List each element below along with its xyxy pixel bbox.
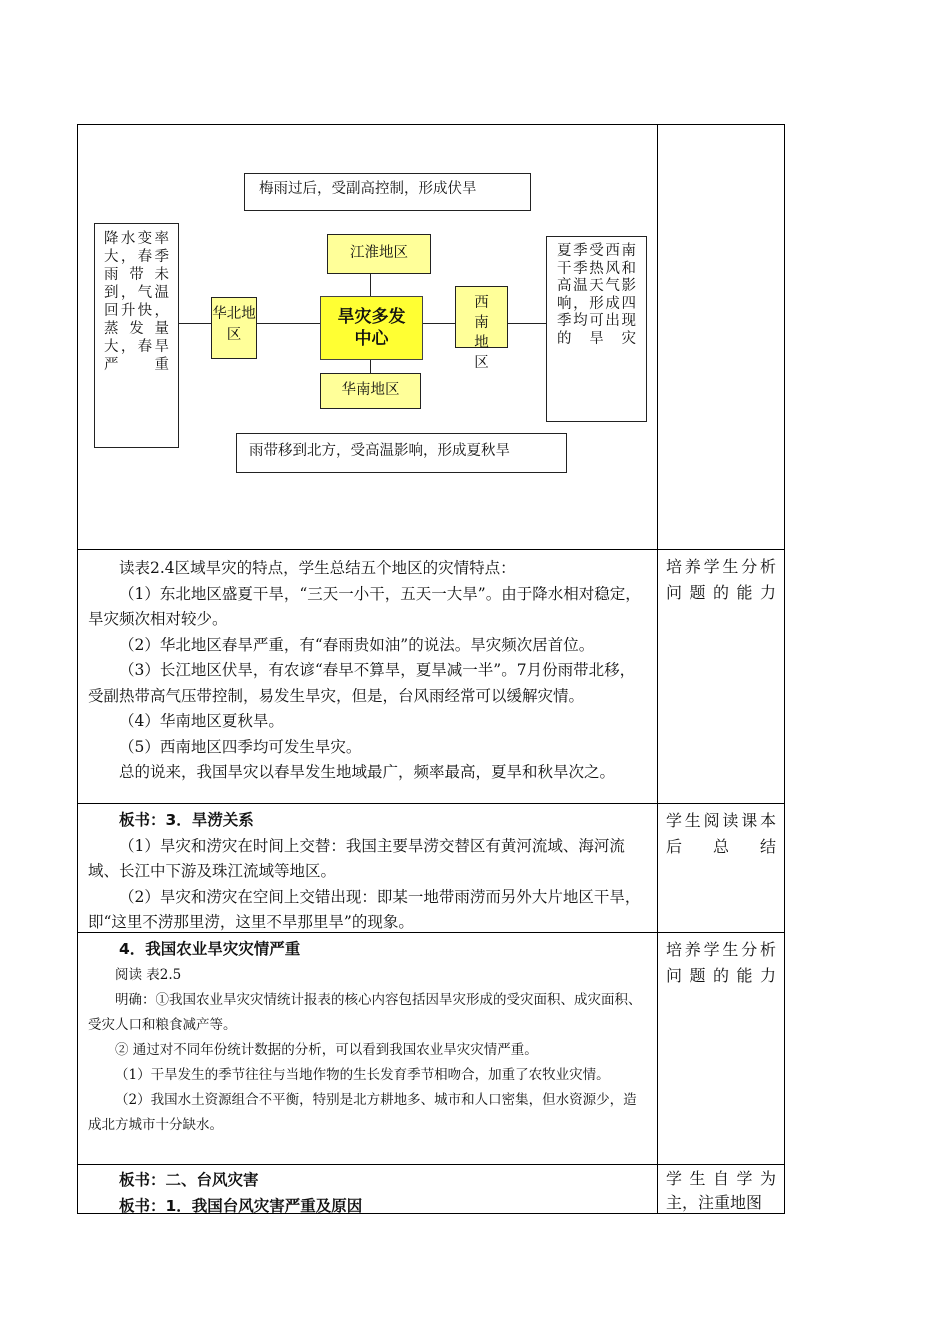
region-huabei: 华北地区 (211, 297, 257, 359)
section4-heading2: 板书：1．我国台风灾害严重及原因 (119, 1196, 363, 1215)
section1-item2: （2）华北地区春旱严重，有“春雨贵如油”的说法。旱灾频次居首位。 (119, 635, 595, 654)
section1-item1: （1）东北地区盛夏干旱，“三天一小干，五天一大旱”。由于降水相对稳定，旱灾频次相对较少。 (88, 584, 641, 628)
section3-p1: 明确：①我国农业旱灾灾情统计报表的核心内容包括因旱灾形成的受灾面积、成灾面积、受灾人口和粮食减产等。 (88, 991, 642, 1033)
section3-p4: （2）我国水土资源组合不平衡，特别是北方耕地多、城市和人口密集，但水资源少，造成北方城市十分缺水。 (88, 1091, 637, 1133)
section2-content-cell (77, 803, 658, 932)
section3-note-cell (658, 932, 785, 1164)
section4-note-cell (658, 1164, 785, 1214)
section1-note: 培养学生分析问题的能力 (666, 557, 776, 602)
section1-item5: （5）西南地区四季均可发生旱灾。 (119, 737, 362, 756)
section1-item4: （4）华南地区夏秋旱。 (119, 712, 284, 730)
section2-note: 学生阅读课本后总结 (666, 811, 776, 856)
section3-content-cell (77, 932, 658, 1164)
region-xinan: 西南地区 (455, 286, 508, 348)
section2-heading: 板书：3．旱涝关系 (119, 811, 254, 829)
section4-content-cell (77, 1164, 658, 1214)
connector-left-inner (257, 323, 320, 324)
section1-intro: 读表2.4区域旱灾的特点，学生总结五个地区的灾情特点： (119, 559, 516, 577)
connector-right-outer (508, 323, 546, 324)
center-box (320, 296, 423, 360)
left-note: 降水变率大，春季雨带未到，气温回升快，蒸发量大，春旱严重 (104, 231, 169, 373)
top-caption-box (244, 173, 531, 211)
right-note: 夏季受西南干季热风和高温天气影响，形成四季均可出现的旱灾 (557, 243, 636, 347)
top-caption: 梅雨过后，受副高控制，形成伏旱 (259, 181, 477, 197)
diagram-note-cell (658, 124, 785, 549)
connector-top (370, 274, 371, 296)
lesson-table (77, 124, 785, 1214)
section4-note: 学生自学为主，注重地图 (666, 1169, 776, 1212)
connector-bottom (370, 360, 371, 373)
section1-content-cell (77, 549, 658, 803)
section3-heading: 4．我国农业旱灾灾情严重 (119, 940, 301, 958)
section1-item3: （3）长江地区伏旱，有农谚“春早不算旱，夏旱减一半”。7月份雨带北移，受副热带高气压带控制，易发生旱灾，但是，台风雨经常可以缓解灾情。 (88, 661, 636, 705)
region-jianghuai: 江淮地区 (327, 234, 431, 274)
section4-heading1: 板书：二、台风灾害 (119, 1171, 259, 1189)
bottom-caption-box (236, 433, 567, 473)
section2-note-cell (658, 803, 785, 932)
section2-item1: （1）旱灾和涝灾在时间上交替：我国主要旱涝交替区有黄河流域、海河流域、长江中下游及珠江流域等地区。 (88, 836, 625, 880)
connector-right-inner (423, 323, 455, 324)
section1-summary: 总的说来，我国旱灾以春旱发生地域最广，频率最高，夏旱和秋旱次之。 (119, 763, 616, 781)
section3-p3: （1）干旱发生的季节往往与当地作物的生长发育季节相吻合，加重了农牧业灾情。 (115, 1066, 610, 1083)
section1-note-cell (658, 549, 785, 803)
region-huanan: 华南地区 (320, 373, 421, 409)
section3-note: 培养学生分析问题的能力 (666, 940, 776, 985)
section3-p2: ② 通过对不同年份统计数据的分析，可以看到我国农业旱灾灾情严重。 (115, 1041, 538, 1058)
section2-item2: （2）旱灾和涝灾在空间上交错出现：即某一地带雨涝而另外大片地区干旱，即“这里不涝那里涝，这里不旱那里旱”的现象。 (88, 887, 641, 931)
right-note-box (546, 236, 647, 422)
bottom-caption: 雨带移到北方，受高温影响，形成夏秋旱 (249, 443, 510, 459)
section3-read: 阅读 表2.5 (115, 966, 182, 983)
connector-left-outer (179, 323, 211, 324)
left-note-box (94, 223, 179, 448)
center-label: 旱灾多发中心 (337, 306, 406, 349)
